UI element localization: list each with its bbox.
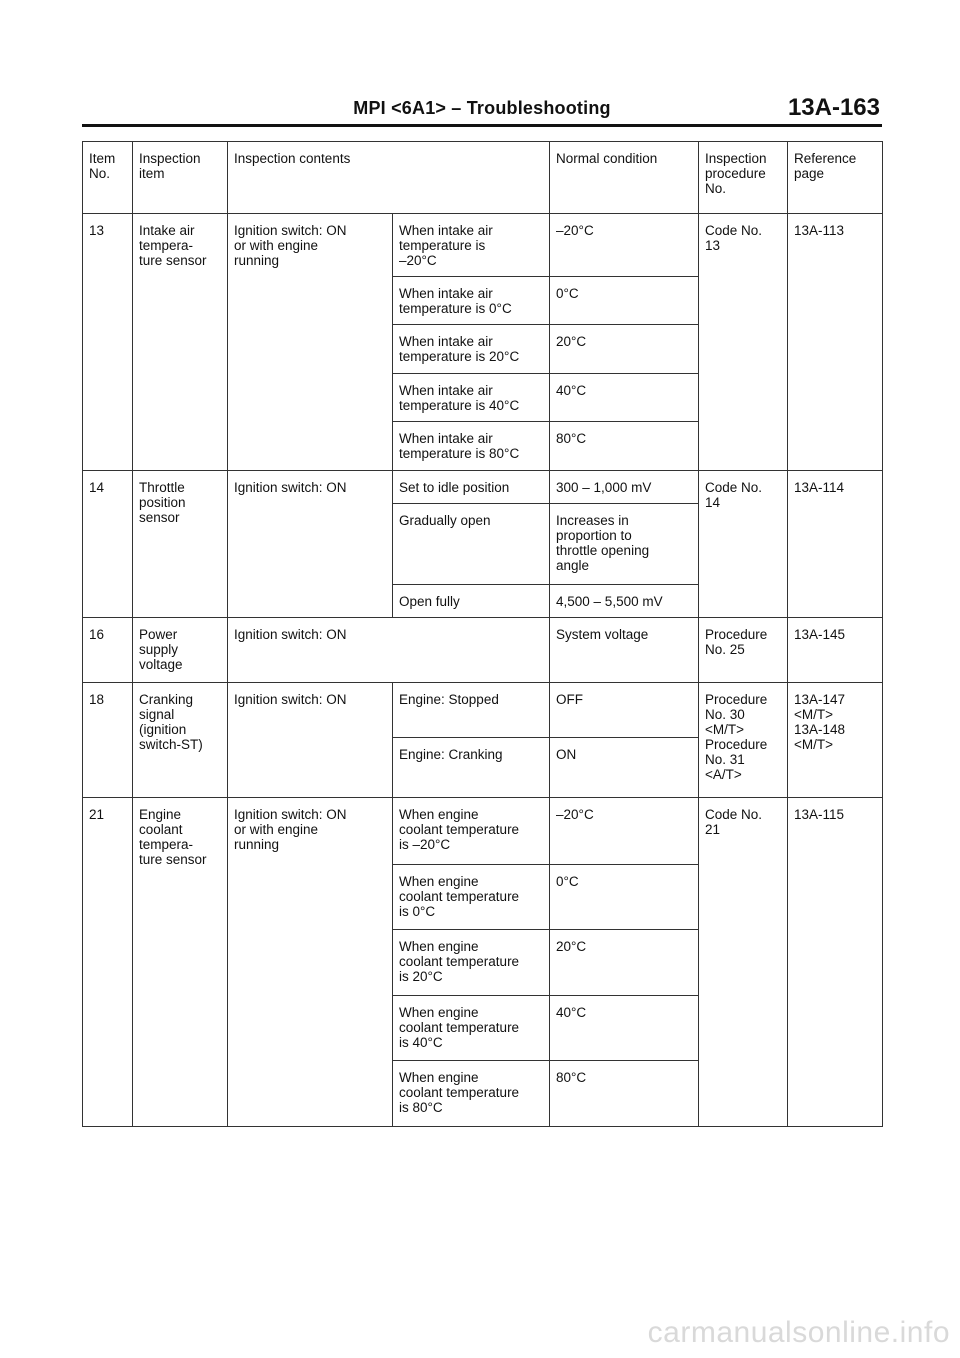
normal-condition-cell: System voltage (550, 617, 699, 683)
item-no: 13 (83, 213, 133, 470)
inspection-contents-cell: Gradually open (393, 503, 550, 584)
inspection-item: Intake air tempera- ture sensor (133, 213, 228, 470)
inspection-procedure: Code No. 13 (699, 213, 788, 470)
header-inspection-contents: Inspection contents (228, 142, 550, 214)
reference-page: 13A-147 <M/T> 13A-148 <M/T> (788, 683, 883, 798)
table-header-row (83, 142, 883, 214)
inspection-contents-cell: When engine coolant temperature is 0°C (393, 864, 550, 930)
reference-page: 13A-115 (788, 797, 883, 1126)
item-no: 16 (83, 617, 133, 683)
inspection-contents-cell: Open fully (393, 584, 550, 617)
page-number: 13A-163 (787, 94, 880, 121)
inspection-item: Throttle position sensor (133, 470, 228, 617)
item-no: 18 (83, 683, 133, 798)
normal-condition-cell: Increases in proportion to throttle opening angle (550, 503, 699, 584)
normal-condition-cell: 20°C (550, 930, 699, 996)
normal-condition-cell: 0°C (550, 277, 699, 325)
inspection-contents-cell: When intake air temperature is –20°C (393, 213, 550, 277)
inspection-contents-cell: When intake air temperature is 20°C (393, 325, 550, 373)
inspection-procedure: Procedure No. 30 <M/T> Procedure No. 31 <A/T> (699, 683, 788, 798)
item-no: 14 (83, 470, 133, 617)
inspection-contents-cell: When engine coolant temperature is –20°C (393, 797, 550, 864)
inspection-procedure: Code No. 21 (699, 797, 788, 1126)
normal-condition-cell: ON (550, 738, 699, 797)
inspection-item: Cranking signal (ignition switch-ST) (133, 683, 228, 798)
inspection-contents-cell: When intake air temperature is 40°C (393, 373, 550, 421)
normal-condition-cell: OFF (550, 683, 699, 738)
normal-condition-cell: 4,500 – 5,500 mV (550, 584, 699, 617)
header-item-no: Item No. (83, 142, 133, 214)
inspection-item: Engine coolant tempera- ture sensor (133, 797, 228, 1126)
inspection-procedure: Procedure No. 25 (699, 617, 788, 683)
page-title: MPI <6A1> – Troubleshooting (353, 98, 611, 118)
normal-condition-cell: 80°C (550, 421, 699, 470)
header-inspection-procedure: Inspection procedure No. (699, 142, 788, 214)
header-rule (82, 124, 882, 127)
table-row (83, 617, 883, 683)
normal-condition-cell: 20°C (550, 325, 699, 373)
reference-page: 13A-145 (788, 617, 883, 683)
normal-condition-cell: 300 – 1,000 mV (550, 470, 699, 503)
inspection-contents-cell: Set to idle position (393, 470, 550, 503)
inspection-condition: Ignition switch: ON (228, 617, 550, 683)
troubleshooting-table (82, 141, 883, 1127)
inspection-contents-cell: When engine coolant temperature is 20°C (393, 930, 550, 996)
inspection-contents-cell: Engine: Stopped (393, 683, 550, 738)
table-row (83, 470, 883, 503)
inspection-contents-cell: When engine coolant temperature is 80°C (393, 1061, 550, 1127)
watermark: carmanualsonline.info (647, 1316, 950, 1349)
normal-condition-cell: –20°C (550, 213, 699, 277)
page-header (82, 96, 882, 126)
inspection-contents-cell: When intake air temperature is 80°C (393, 421, 550, 470)
normal-condition-cell: 40°C (550, 373, 699, 421)
item-no: 21 (83, 797, 133, 1126)
reference-page: 13A-114 (788, 470, 883, 617)
inspection-condition: Ignition switch: ON (228, 683, 393, 798)
inspection-contents-cell: When intake air temperature is 0°C (393, 277, 550, 325)
inspection-procedure: Code No. 14 (699, 470, 788, 617)
table-row (83, 683, 883, 738)
normal-condition-cell: 80°C (550, 1061, 699, 1127)
table-row (83, 213, 883, 277)
inspection-contents-cell: Engine: Cranking (393, 738, 550, 797)
normal-condition-cell: 0°C (550, 864, 699, 930)
header-reference-page: Reference page (788, 142, 883, 214)
normal-condition-cell: –20°C (550, 797, 699, 864)
table-row (83, 797, 883, 864)
inspection-condition: Ignition switch: ON or with engine running (228, 213, 393, 470)
reference-page: 13A-113 (788, 213, 883, 470)
header-normal-condition: Normal condition (550, 142, 699, 214)
normal-condition-cell: 40°C (550, 995, 699, 1061)
header-inspection-item: Inspection item (133, 142, 228, 214)
inspection-condition: Ignition switch: ON or with engine running (228, 797, 393, 1126)
inspection-item: Power supply voltage (133, 617, 228, 683)
inspection-condition: Ignition switch: ON (228, 470, 393, 617)
inspection-contents-cell: When engine coolant temperature is 40°C (393, 995, 550, 1061)
